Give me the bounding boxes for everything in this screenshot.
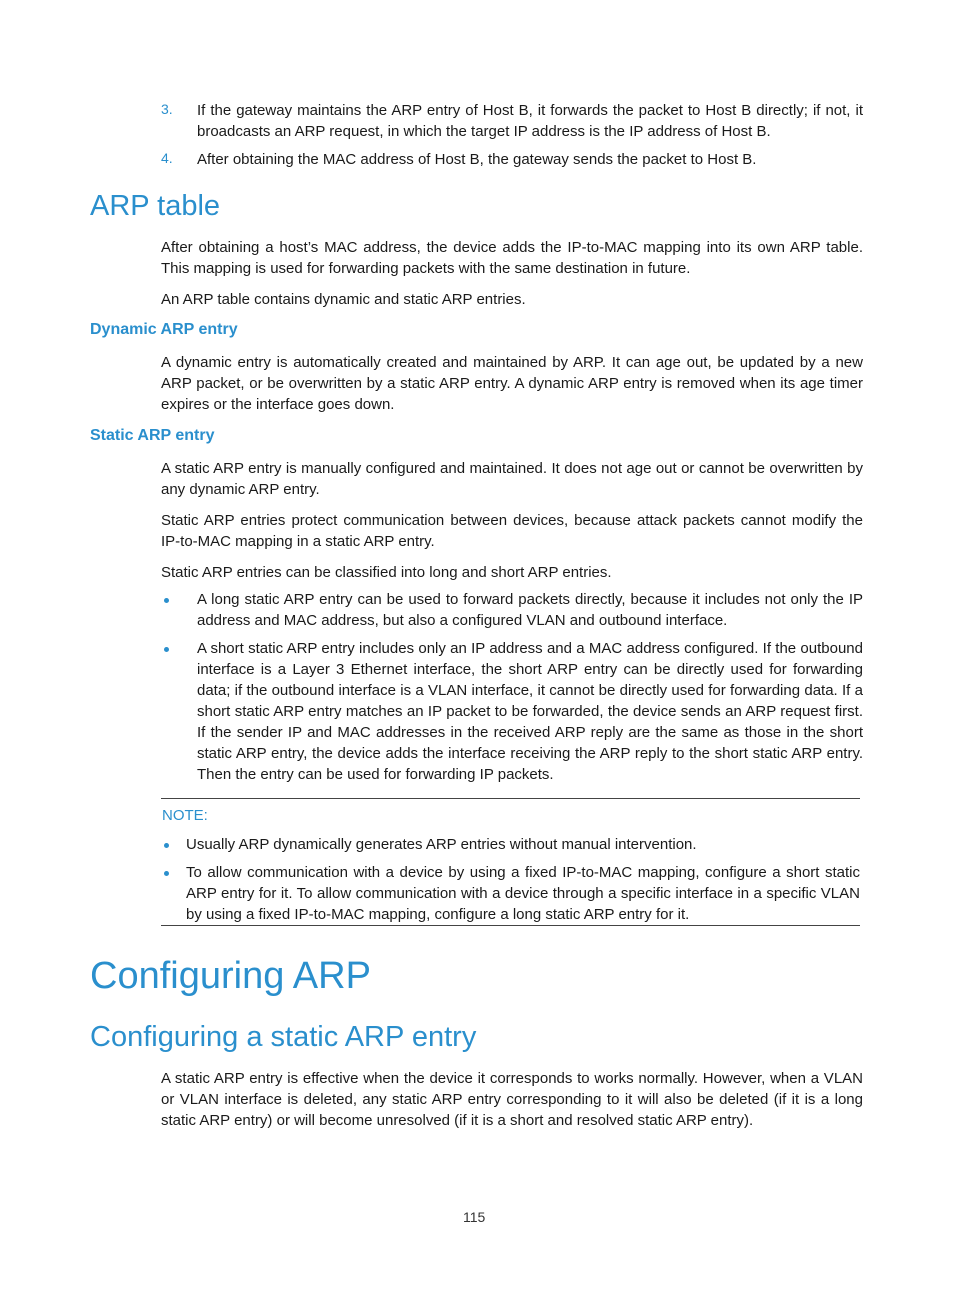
static-arp-para-1: A static ARP entry is manually configured and maintained. It does not age out or cannot be overwritten by any dynamic ARP entry. (161, 460, 863, 498)
dynamic-arp-heading: Dynamic ARP entry (90, 321, 238, 338)
bullet-dot-icon (164, 871, 169, 876)
note-item-2: To allow communication with a device by using a fixed IP-to-MAC mapping, configure a short static ARP entry for it. To allow communication with a device through a specific interface in a specific VLAN by using a fixed IP-to-MAC mapping, configure a long static ARP entry for it. (186, 864, 860, 923)
bullet-dot-icon (164, 598, 169, 603)
configuring-arp-heading: Configuring ARP (90, 955, 371, 997)
configuring-static-arp-heading: Configuring a static ARP entry (90, 1021, 477, 1053)
step-text-3: If the gateway maintains the ARP entry of Host B, it forwards the packet to Host B directly; if not, it broadcasts an ARP request, in which the target IP address is the IP address of Host B. (197, 102, 863, 140)
step-number-4: 4. (161, 150, 173, 166)
dynamic-arp-para: A dynamic entry is automatically created and maintained by ARP. It can age out, be updated by a new ARP packet, or be overwritten by a static ARP entry. A dynamic ARP entry is removed when its age timer expires or the interface goes down. (161, 354, 863, 413)
arp-table-para-1: After obtaining a host’s MAC address, the device adds the IP-to-MAC mapping into its own ARP table. This mapping is used for forwarding packets with the same destination in future. (161, 239, 863, 277)
static-arp-heading: Static ARP entry (90, 427, 215, 444)
arp-table-heading: ARP table (90, 190, 221, 222)
arp-table-para-2: An ARP table contains dynamic and static ARP entries. (161, 291, 526, 308)
static-arp-para-2: Static ARP entries protect communication between devices, because attack packets cannot modify the IP-to-MAC mapping in a static ARP entry. (161, 512, 863, 550)
bullet-dot-icon (164, 843, 169, 848)
note-top-rule (161, 798, 860, 799)
note-bottom-rule (161, 925, 860, 926)
step-number-3: 3. (161, 101, 173, 117)
bullet-dot-icon (164, 647, 169, 652)
configuring-static-arp-para: A static ARP entry is effective when the device it corresponds to works normally. However, when a VLAN or VLAN interface is deleted, any static ARP entry corresponding to it will also be deleted (if it is a long static ARP entry) or will become unresolved (if it is a short and resolved static ARP entry). (161, 1070, 863, 1129)
static-arp-bullet-short: A short static ARP entry includes only an IP address and a MAC address configured. If the outbound interface is a Layer 3 Ethernet interface, the short ARP entry can be directly used for forwarding data; if the outbound interface is a VLAN interface, it cannot be directly used for forwarding data. If a short static ARP entry matches an IP packet to be forwarded, the device sends an ARP request first. If the sender IP and MAC addresses in the received ARP reply are the same as those in the short static ARP entry, the device adds the interface receiving the ARP reply to the short static ARP entry. Then the entry can be used for forwarding IP packets. (197, 640, 863, 783)
static-arp-bullet-long: A long static ARP entry can be used to forward packets directly, because it includes not only the IP address and MAC address, but also a configured VLAN and outbound interface. (197, 591, 863, 629)
static-arp-para-3: Static ARP entries can be classified into long and short ARP entries. (161, 564, 612, 581)
note-item-1: Usually ARP dynamically generates ARP entries without manual intervention. (186, 836, 697, 853)
page-number: 115 (463, 1209, 486, 1225)
step-text-4: After obtaining the MAC address of Host B, the gateway sends the packet to Host B. (197, 151, 757, 168)
note-label: NOTE: (162, 807, 208, 824)
